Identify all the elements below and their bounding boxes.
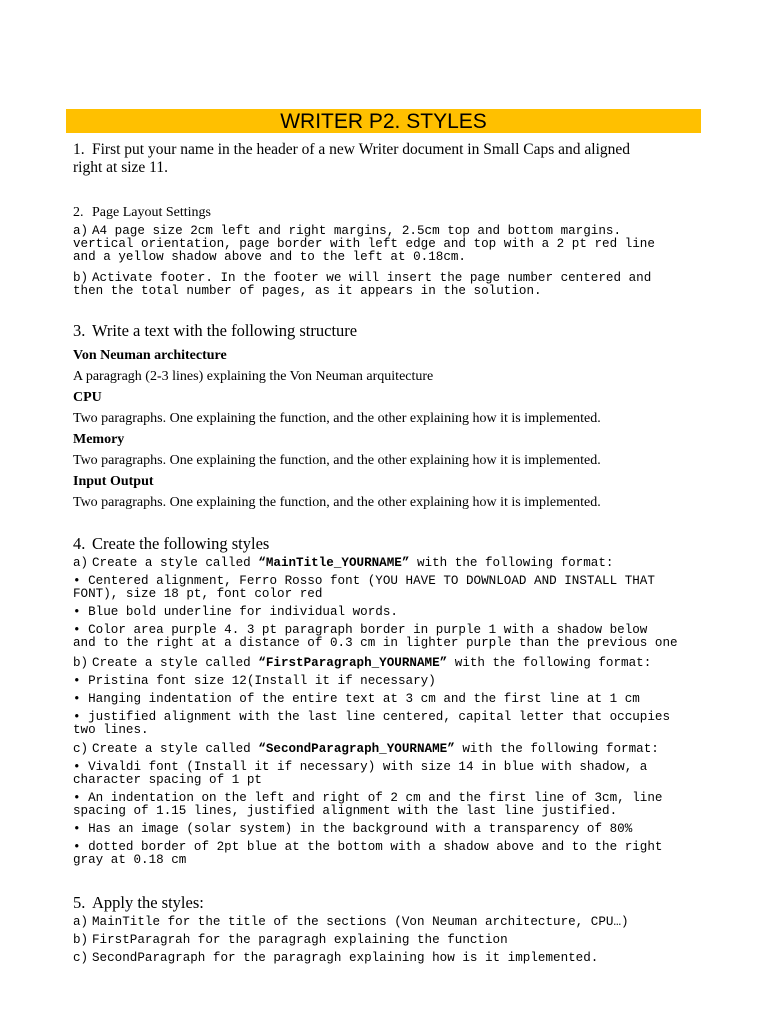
- question-2-heading: 2. Page Layout Settings: [73, 205, 211, 220]
- question-4-heading: 4. Create the following styles: [73, 534, 270, 553]
- question-2-item-b: b) Activate footer. In the footer we will insert the page number centered and then the total number of pages, as it appears in the solution.: [73, 271, 652, 298]
- question-5-items: a) MainTitle for the title of the sections (Von Neuman architecture, CPU…) b) FirstParagrah for the paragragh explaining the function c) SecondParagraph for the paragragh explaining how is it implemented.: [73, 915, 629, 965]
- question-4-item-c: c) Create a style called “SecondParagraph_YOURNAME” with the following format: • Vivaldi font (Install it if necessary) with size 14 in blue with shadow, a character spacing of 1 pt • An indentation on the left and right of 2 cm and the first line of 3cm, line spacing of 1.15 lines, justified alignment with the last line justified. • Has an image (solar system) in the background with a transparency of 80% • dotted border of 2pt blue at the bottom with a shadow above and to the right gray at 0.18 cm: [73, 742, 663, 867]
- question-4-item-b: b) Create a style called “FirstParagraph_YOURNAME” with the following format: • Pristina font size 12(Install it if necessary) • Hanging indentation of the entire text at 3 cm and the first line at 1 cm • justified alignment with the last line centered, capital letter that occupies two lines.: [73, 656, 671, 737]
- section-title: Von Neuman architecture: [73, 348, 227, 363]
- section-text: Two paragraphs. One explaining the function, and the other explaining how it is implemented.: [73, 495, 601, 510]
- section-title: CPU: [73, 390, 102, 405]
- section-title: Input Output: [73, 474, 154, 489]
- question-number: 1.: [73, 141, 85, 158]
- question-5-heading: 5. Apply the styles:: [73, 893, 204, 912]
- section-text: A paragragh (2-3 lines) explaining the Von Neuman arquitecture: [73, 369, 434, 384]
- question-3-heading: 3. Write a text with the following structure: [73, 321, 358, 340]
- question-1: 1. First put your name in the header of a new Writer document in Small Caps and aligned right at size 11.: [73, 141, 631, 176]
- section-title: Memory: [73, 432, 125, 447]
- section-text: Two paragraphs. One explaining the function, and the other explaining how it is implemented.: [73, 453, 601, 468]
- document-title: WRITER P2. STYLES: [66, 109, 701, 133]
- question-4-item-a: a) Create a style called “MainTitle_YOURNAME” with the following format: • Centered alignment, Ferro Rosso font (YOU HAVE TO DOWNLOAD AND INSTALL THAT FONT), size 18 pt, font color red • Blue bold underline for individual words. • Color area purple 4. 3 pt paragraph border in purple 1 with a shadow below and to the right at a distance of 0.3 cm in lighter purple than the previous one: [73, 556, 678, 650]
- question-3-structure: [73, 345, 713, 513]
- question-2-item-a: a) A4 page size 2cm left and right margins, 2.5cm top and bottom margins. vertical orientation, page border with left edge and top with a 2 pt red line and a yellow shadow above and to the left at 0.18cm.: [73, 224, 655, 264]
- section-text: Two paragraphs. One explaining the function, and the other explaining how it is implemented.: [73, 411, 601, 426]
